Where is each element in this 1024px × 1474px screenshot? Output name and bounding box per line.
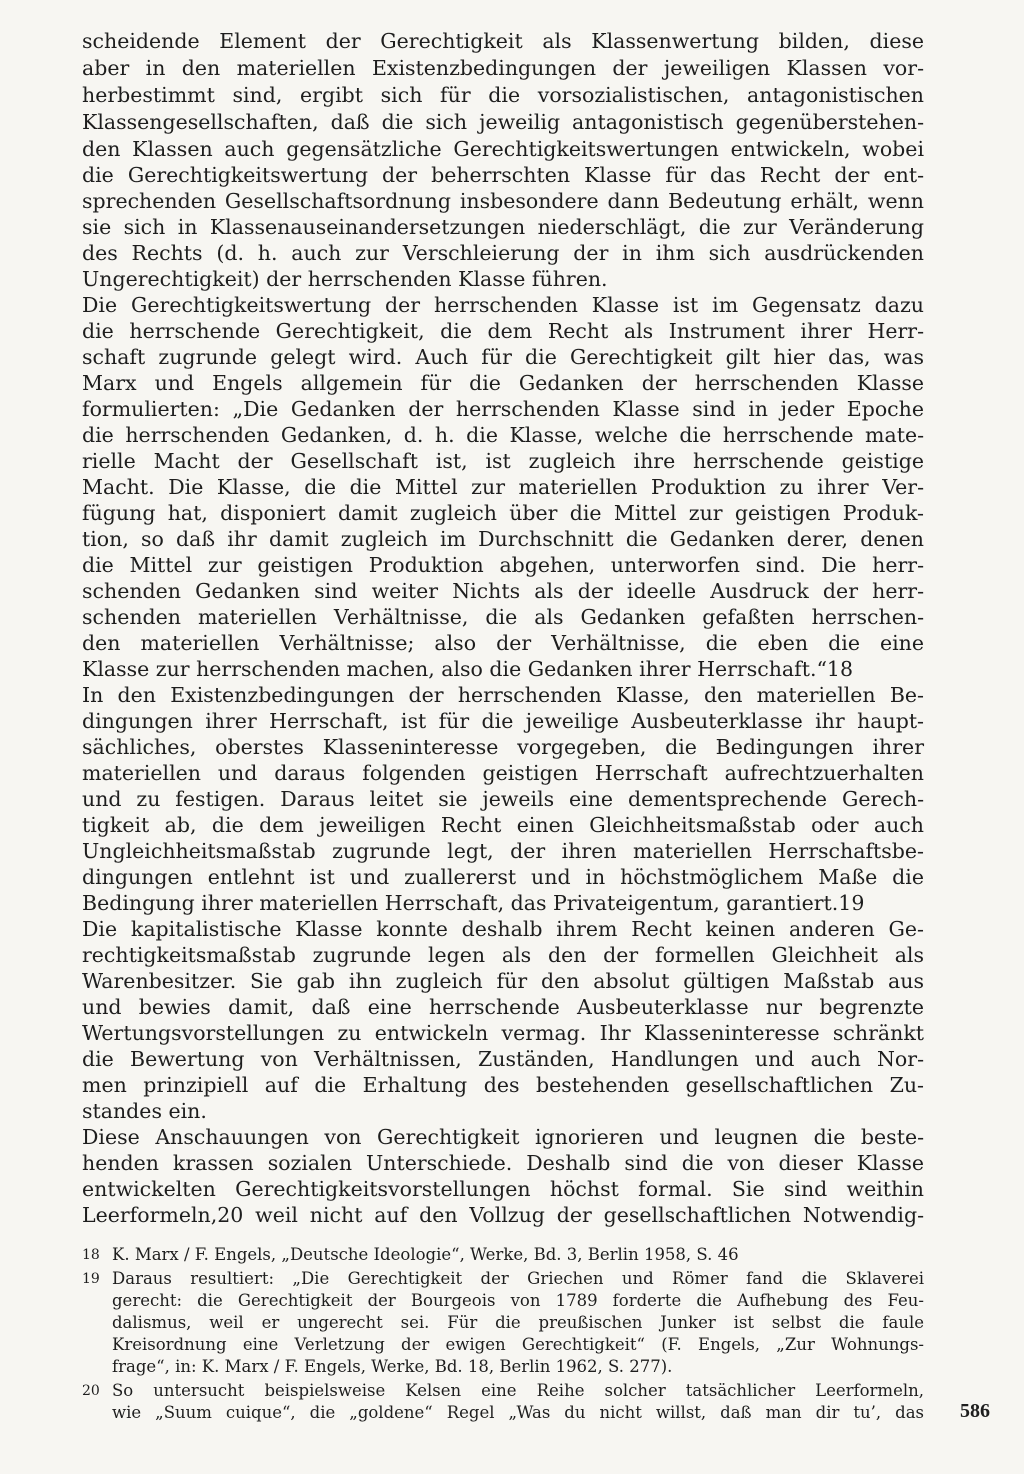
- footnote-line: K. Marx / F. Engels, „Deutsche Ideologie“, Werke, Bd. 3, Berlin 1958, S. 46: [112, 1245, 739, 1264]
- body-line: Wertungsvorstellungen zu entwickeln vermag. Ihr Klasseninteresse schränkt: [82, 1021, 924, 1045]
- body-line: Die Gerechtigkeitswertung der herrschenden Klasse ist im Gegensatz dazu: [82, 293, 924, 317]
- body-line: In den Existenzbedingungen der herrschenden Klasse, den materiellen Be-: [82, 683, 924, 707]
- body-line: men prinzipiell auf die Erhaltung des bestehenden gesellschaftlichen Zu-: [82, 1073, 924, 1097]
- body-line: schenden Gedanken sind weiter Nichts als der ideelle Ausdruck der herr-: [82, 579, 924, 603]
- footnote-line: Daraus resultiert: „Die Gerechtigkeit der Griechen und Römer fand die Sklaverei: [112, 1269, 924, 1288]
- body-line: Bedingung ihrer materiellen Herrschaft, das Privateigentum, garantiert.19: [82, 891, 865, 915]
- body-line: Diese Anschauungen von Gerechtigkeit ignorieren und leugnen die beste-: [82, 1125, 924, 1149]
- body-line: die Mittel zur geistigen Produktion abgehen, unterworfen sind. Die herr-: [82, 553, 924, 577]
- footnote-line: dalismus, weil er ungerecht sei. Für die preußischen Junker ist selbst die faule: [112, 1313, 924, 1332]
- footnote-number: 20: [82, 1383, 100, 1399]
- body-line: den Klassen auch gegensätzliche Gerechtigkeitswertungen entwickeln, wobei: [82, 137, 924, 161]
- body-line: die herrschende Gerechtigkeit, die dem Recht als Instrument ihrer Herr-: [82, 319, 924, 343]
- footnote-line: Kreisordnung eine Verletzung der ewigen Gerechtigkeit“ (F. Engels, „Zur Wohnungs-: [112, 1335, 924, 1354]
- body-line: des Rechts (d. h. auch zur Verschleierung der in ihm sich ausdrückenden: [82, 241, 924, 265]
- body-line: henden krassen sozialen Unterschiede. Deshalb sind die von dieser Klasse: [82, 1151, 924, 1175]
- body-line: tigkeit ab, die dem jeweiligen Recht einen Gleichheitsmaßstab oder auch: [82, 813, 924, 837]
- footnote-number: 18: [82, 1247, 100, 1263]
- body-line: den materiellen Verhältnisse; also der Verhältnisse, die eben die eine: [82, 631, 924, 655]
- body-line: Marx und Engels allgemein für die Gedanken der herrschenden Klasse: [82, 371, 924, 395]
- body-line: entwickelten Gerechtigkeitsvorstellungen höchst formal. Sie sind weithin: [82, 1177, 924, 1201]
- body-line: Leerformeln,20 weil nicht auf den Vollzug der gesellschaftlichen Notwendig-: [82, 1203, 924, 1227]
- footnote-line: wie „Suum cuique“, die „goldene“ Regel „Was du nicht willst, daß man dir tu’, das: [112, 1403, 924, 1422]
- body-line: schaft zugrunde gelegt wird. Auch für die Gerechtigkeit gilt hier das, was: [82, 345, 924, 369]
- body-line: Macht. Die Klasse, die die Mittel zur materiellen Produktion zu ihrer Ver-: [82, 475, 924, 499]
- body-line: rechtigkeitsmaßstab zugrunde legen als den der formellen Gleichheit als: [82, 943, 924, 967]
- body-line: Warenbesitzer. Sie gab ihn zugleich für den absolut gültigen Maßstab aus: [82, 969, 924, 993]
- body-line: Ungerechtigkeit) der herrschenden Klasse führen.: [82, 267, 608, 291]
- body-line: schenden materiellen Verhältnisse, die als Gedanken gefaßten herrschen-: [82, 605, 924, 629]
- body-line: Klassengesellschaften, daß die sich jeweilig antagonistisch gegenüberstehen-: [82, 110, 924, 134]
- footnote-line: gerecht: die Gerechtigkeit der Bourgeois von 1789 forderte die Aufhebung des Feu-: [112, 1291, 924, 1310]
- body-line: sächliches, oberstes Klasseninteresse vorgegeben, die Bedingungen ihrer: [82, 735, 924, 759]
- body-line: die Gerechtigkeitswertung der beherrschten Klasse für das Recht der ent-: [82, 163, 924, 187]
- body-line: tion, so daß ihr damit zugleich im Durchschnitt die Gedanken derer, denen: [82, 527, 924, 551]
- page-number: 586: [960, 1400, 990, 1422]
- body-line: materiellen und daraus folgenden geistigen Herrschaft aufrechtzuerhalten: [82, 761, 924, 785]
- body-line: formulierten: „Die Gedanken der herrschenden Klasse sind in jeder Epoche: [82, 397, 924, 421]
- body-line: Ungleichheitsmaßstab zugrunde legt, der ihren materiellen Herrschaftsbe-: [82, 839, 924, 863]
- body-line: und zu festigen. Daraus leitet sie jeweils eine dementsprechende Gerech-: [82, 787, 924, 811]
- body-line: Die kapitalistische Klasse konnte deshalb ihrem Recht keinen anderen Ge-: [82, 917, 924, 941]
- body-line: und bewies damit, daß eine herrschende Ausbeuterklasse nur begrenzte: [82, 995, 924, 1019]
- body-line: sie sich in Klassenauseinandersetzungen niederschlägt, die zur Veränderung: [82, 215, 924, 239]
- body-line: aber in den materiellen Existenzbedingungen der jeweiligen Klassen vor-: [82, 56, 924, 80]
- body-line: standes ein.: [82, 1099, 207, 1123]
- body-line: rielle Macht der Gesellschaft ist, ist zugleich ihre herrschende geistige: [82, 449, 924, 473]
- body-line: die Bewertung von Verhältnissen, Zuständen, Handlungen und auch Nor-: [82, 1047, 924, 1071]
- body-line: die herrschenden Gedanken, d. h. die Klasse, welche die herrschende mate-: [82, 423, 924, 447]
- footnote-line: frage“, in: K. Marx / F. Engels, Werke, Bd. 18, Berlin 1962, S. 277).: [112, 1357, 673, 1376]
- body-line: herbestimmt sind, ergibt sich für die vorsozialistischen, antagonistischen: [82, 83, 924, 107]
- body-line: Klasse zur herrschenden machen, also die Gedanken ihrer Herrschaft.“18: [82, 657, 854, 681]
- footnote-line: So untersucht beispielsweise Kelsen eine Reihe solcher tatsächlicher Leerformeln,: [112, 1381, 924, 1400]
- footnote-number: 19: [82, 1271, 100, 1287]
- body-line: dingungen entlehnt ist und zuallererst und in höchstmöglichem Maße die: [82, 865, 924, 889]
- body-line: sprechenden Gesellschaftsordnung insbesondere dann Bedeutung erhält, wenn: [82, 189, 924, 213]
- body-line: scheidende Element der Gerechtigkeit als Klassenwertung bilden, diese: [82, 29, 924, 53]
- body-line: fügung hat, disponiert damit zugleich über die Mittel zur geistigen Produk-: [82, 501, 924, 525]
- body-line: dingungen ihrer Herrschaft, ist für die jeweilige Ausbeuterklasse ihr haupt-: [82, 709, 924, 733]
